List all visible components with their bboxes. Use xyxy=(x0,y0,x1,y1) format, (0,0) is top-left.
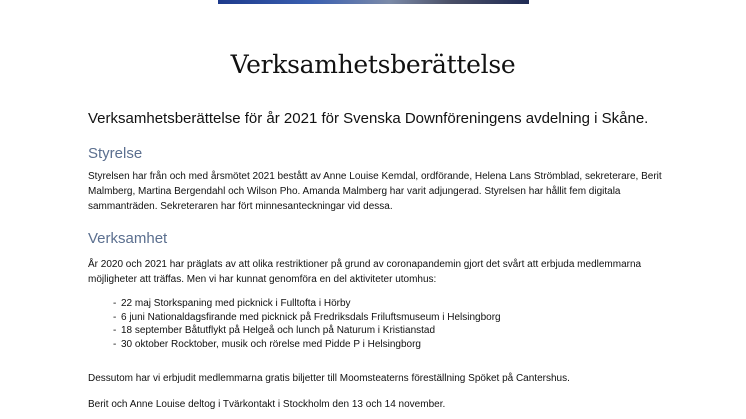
activity-text: 6 juni Nationaldagsfirande med picknick på Fredriksdals Friluftsmuseum i Helsingborg xyxy=(121,311,501,323)
bullet-dash: - xyxy=(113,325,117,336)
list-item xyxy=(88,338,501,352)
activity-list xyxy=(88,297,501,351)
list-item xyxy=(88,324,501,338)
document-subtitle: Verksamhetsberättelse för år 2021 för Svenska Downföreningens avdelning i Skåne. xyxy=(88,110,649,127)
bullet-dash: - xyxy=(113,338,117,350)
activity-text: 22 maj Storkspaning med picknick i Fulltofta i Hörby xyxy=(121,298,351,309)
bullet-dash: - xyxy=(113,298,117,309)
verksamhet-intro-paragraph: År 2020 och 2021 har präglats av att olika restriktioner på grund av coronapandemin gjort det svårt att erbjuda medlemmarna möjligheter att träffas. Men vi har kunnat genomföra en del aktiviteter utomhus: xyxy=(88,259,642,285)
header-image xyxy=(218,0,529,4)
document-title: Verksamhetsberättelse xyxy=(230,50,516,79)
tickets-paragraph: Dessutom har vi erbjudit medlemmarna gratis biljetter till Moomsteaterns föreställning Spöket på Cantershus. xyxy=(88,373,570,384)
activity-text: 30 oktober Rocktober, musik och rörelse med Pidde P i Helsingborg xyxy=(121,338,421,350)
styrelse-paragraph: Styrelsen har från och med årsmötet 2021 bestått av Anne Louise Kemdal, ordförande, Helena Lans Strömblad, sekreterare, Berit Malmberg, Martina Bergendahl och Wilson Pho. Amanda Malmberg har varit adjungerad. Styrelsen har hållit fem digitala sammanträden. Sekreteraren har fört minnesanteckningar vid dessa. xyxy=(88,171,662,212)
conference-paragraph: Berit och Anne Louise deltog i Tvärkontakt i Stockholm den 13 och 14 november. xyxy=(88,399,446,410)
section-heading-styrelse: Styrelse xyxy=(88,145,143,162)
list-item xyxy=(88,297,501,311)
section-heading-verksamhet: Verksamhet xyxy=(88,230,168,247)
activity-text: 18 september Båtutflykt på Helgeå och lunch på Naturum i Kristianstad xyxy=(121,325,436,336)
list-item xyxy=(88,311,501,325)
bullet-dash: - xyxy=(113,311,117,323)
